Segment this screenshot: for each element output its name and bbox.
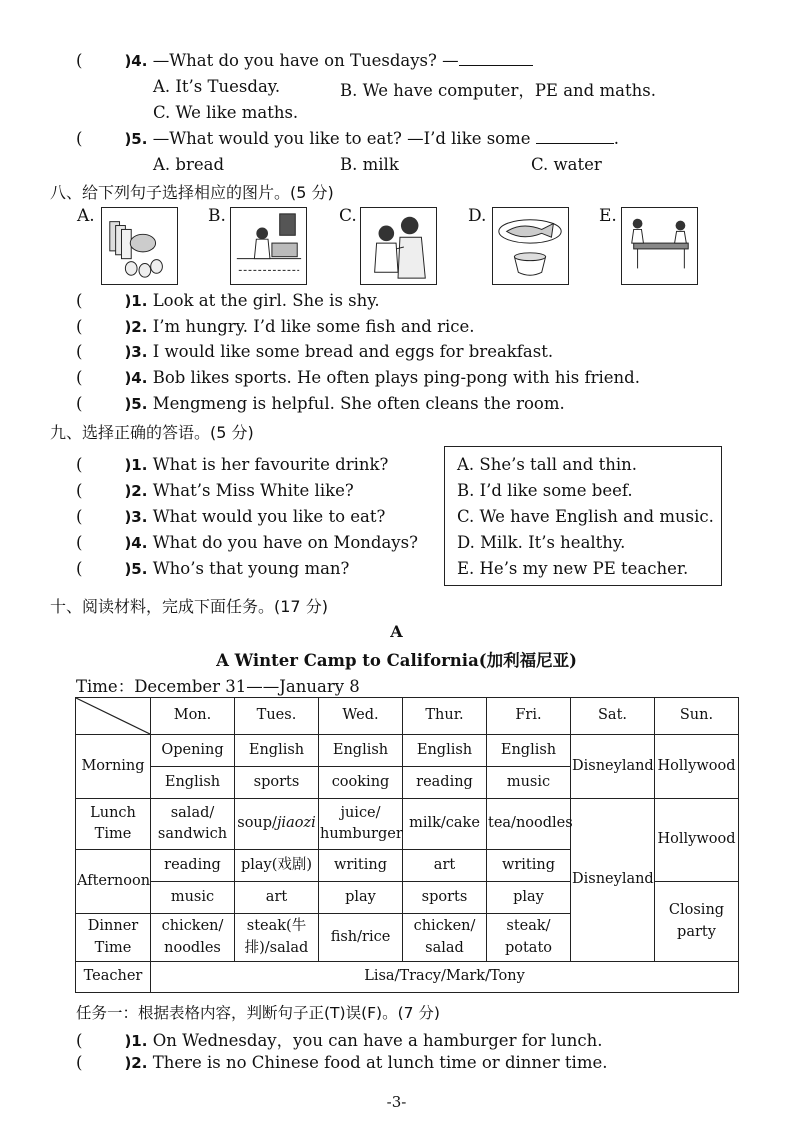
section-9-title: 九、选择正确的答语。(5 分) [50, 423, 254, 442]
table-cell: Hollywood [655, 799, 739, 882]
item-number: )5. [124, 130, 148, 148]
q7-option-b: B. We have computer，PE and maths. [340, 81, 656, 100]
q7-option-c: C. We like maths. [153, 103, 299, 122]
q9-item5 [76, 559, 349, 578]
answer-option-d: D. Milk. It’s healthy. [457, 533, 626, 552]
item-number: )3. [124, 508, 148, 526]
q8-item4 [76, 368, 640, 387]
table-cell: Disneyland [571, 735, 655, 799]
answer-paren[interactable]: ( [76, 559, 83, 578]
question-text: I would like some bread and eggs for breakfast. [152, 342, 554, 361]
item-number: )2. [124, 1054, 148, 1072]
question-text: Look at the girl. She is shy. [152, 291, 380, 310]
table-cell: chicken/ salad [403, 914, 487, 962]
answer-paren[interactable]: ( [76, 291, 83, 310]
picture-label-e: E. [599, 206, 617, 226]
item-number: )1. [124, 1032, 148, 1050]
q8-item5 [76, 394, 565, 413]
table-row [76, 962, 739, 993]
table-cell [235, 799, 319, 850]
table-cell: salad/ sandwich [151, 799, 235, 850]
answer-paren[interactable]: ( [76, 507, 83, 526]
item-number: )2. [124, 318, 148, 336]
table-cell: writing [319, 850, 403, 882]
answer-options-box [444, 446, 722, 586]
day-header: Mon. [151, 698, 235, 735]
bread-eggs-image [101, 207, 178, 285]
table-cell: juice/ humburger [319, 799, 403, 850]
table-cell: music [487, 767, 571, 799]
period: . [613, 129, 620, 148]
lunch-jiaozi: jiaozi [276, 815, 316, 832]
table-cell: Disneyland [571, 799, 655, 962]
table-cell: cooking [319, 767, 403, 799]
item-number: )1. [124, 456, 148, 474]
part-label: A [390, 622, 403, 641]
table-cell: tea/noodles [487, 799, 571, 850]
question-text: I’m hungry. I’d like some fish and rice. [152, 317, 475, 336]
item-number: )1. [124, 292, 148, 310]
page-number: -3- [386, 1093, 407, 1111]
two-girls-image [360, 207, 437, 285]
fish-rice-image [492, 207, 569, 285]
table-cell: play [319, 882, 403, 914]
answer-blank[interactable] [536, 143, 614, 144]
corner-cell [76, 698, 151, 735]
task-1-title: 任务一：根据表格内容，判断句子正(T)误(F)。(7 分) [76, 1004, 440, 1022]
question-text: On Wednesday，you can have a hamburger for lunch. [152, 1031, 603, 1050]
question-text: —What do you have on Tuesdays? — [152, 51, 459, 70]
ping-pong-image [621, 207, 698, 285]
section-10-title: 十、阅读材料，完成下面任务。(17 分) [50, 597, 328, 616]
table-cell: reading [403, 767, 487, 799]
table-cell: steak(牛排)/salad [235, 914, 319, 962]
question-text: Who’s that young man? [152, 559, 350, 578]
q9-item3 [76, 507, 385, 526]
q7-option-c: C. water [531, 155, 602, 174]
q9-item1 [76, 455, 388, 474]
q10-item2 [76, 1053, 608, 1072]
table-cell: steak/ potato [487, 914, 571, 962]
q7-option-a: A. bread [153, 155, 225, 174]
table-cell: art [403, 850, 487, 882]
day-header: Sun. [655, 698, 739, 735]
q8-item2 [76, 317, 475, 336]
table-cell: sports [235, 767, 319, 799]
table-cell: Closing party [655, 882, 739, 962]
table-cell: milk/cake [403, 799, 487, 850]
table-cell: Opening [151, 735, 235, 767]
row-label-teacher: Teacher [76, 962, 151, 993]
q8-item1 [76, 291, 380, 310]
q9-item2 [76, 481, 354, 500]
answer-option-b: B. I’d like some beef. [457, 481, 633, 500]
answer-option-e: E. He’s my new PE teacher. [457, 559, 689, 578]
item-number: )4. [124, 52, 148, 70]
table-row [76, 799, 739, 850]
table-cell: play [487, 882, 571, 914]
row-label-dinner: Dinner Time [76, 914, 151, 962]
table-cell: English [235, 735, 319, 767]
table-cell: music [151, 882, 235, 914]
table-cell: fish/rice [319, 914, 403, 962]
question-text: Bob likes sports. He often plays ping-pong with his friend. [152, 368, 640, 387]
item-number: )5. [124, 395, 148, 413]
q9-item4 [76, 533, 418, 552]
answer-paren[interactable]: ( [76, 1031, 83, 1050]
q7-option-a: A. It’s Tuesday. [153, 77, 281, 96]
answer-paren[interactable]: ( [76, 394, 83, 413]
row-label-lunch: Lunch Time [76, 799, 151, 850]
item-number: )5. [124, 560, 148, 578]
lunch-soup: soup/ [237, 815, 277, 832]
item-number: )4. [124, 369, 148, 387]
picture-label-b: B. [208, 206, 226, 226]
question-text: What do you have on Mondays? [152, 533, 418, 552]
table-cell: chicken/ noodles [151, 914, 235, 962]
question-text: —What would you like to eat? —I’d like some [152, 129, 531, 148]
table-cell: art [235, 882, 319, 914]
table-cell: English [403, 735, 487, 767]
question-text: What’s Miss White like? [152, 481, 354, 500]
day-header: Wed. [319, 698, 403, 735]
table-cell: English [151, 767, 235, 799]
answer-paren[interactable]: ( [76, 533, 83, 552]
q7-option-b: B. milk [340, 155, 399, 174]
answer-paren[interactable]: ( [76, 342, 83, 361]
answer-option-a: A. She’s tall and thin. [457, 455, 638, 474]
q7-item5 [76, 129, 619, 148]
day-header: Thur. [403, 698, 487, 735]
camp-time: Time：December 31——January 8 [76, 677, 360, 696]
answer-paren[interactable]: ( [76, 481, 83, 500]
question-text: Mengmeng is helpful. She often cleans the room. [152, 394, 565, 413]
answer-paren[interactable]: ( [76, 1053, 83, 1072]
answer-paren[interactable]: ( [76, 317, 83, 336]
table-cell: Hollywood [655, 735, 739, 799]
answer-paren[interactable]: ( [76, 129, 83, 148]
answer-blank[interactable] [459, 65, 533, 66]
q10-item1 [76, 1027, 603, 1051]
row-label-afternoon: Afternoon [76, 850, 151, 914]
table-row [76, 698, 739, 735]
table-cell: writing [487, 850, 571, 882]
day-header: Tues. [235, 698, 319, 735]
row-label-morning: Morning [76, 735, 151, 799]
table-cell: sports [403, 882, 487, 914]
question-text: What is her favourite drink? [152, 455, 389, 474]
answer-option-c: C. We have English and music. [457, 507, 714, 526]
answer-paren[interactable]: ( [76, 51, 83, 70]
day-header: Fri. [487, 698, 571, 735]
picture-label-a: A. [77, 206, 95, 226]
table-cell: English [487, 735, 571, 767]
question-text: There is no Chinese food at lunch time or dinner time. [152, 1053, 608, 1072]
section-8-title: 八、给下列句子选择相应的图片。(5 分) [50, 183, 334, 202]
picture-label-c: C. [339, 206, 357, 226]
answer-paren[interactable]: ( [76, 368, 83, 387]
table-cell: Lisa/Tracy/Mark/Tony [151, 962, 739, 993]
question-text: What would you like to eat? [152, 507, 386, 526]
table-cell: English [319, 735, 403, 767]
answer-paren[interactable]: ( [76, 455, 83, 474]
q7-item4 [76, 51, 533, 70]
camp-schedule-table [75, 697, 739, 993]
day-header: Sat. [571, 698, 655, 735]
table-cell: play(戏剧) [235, 850, 319, 882]
item-number: )4. [124, 534, 148, 552]
table-cell: reading [151, 850, 235, 882]
girl-cleaning-image [230, 207, 307, 285]
q8-item3 [76, 342, 553, 361]
picture-label-d: D. [468, 206, 487, 226]
table-row [76, 735, 739, 767]
reading-heading: A Winter Camp to California(加利福尼亚) [216, 651, 577, 670]
item-number: )3. [124, 343, 148, 361]
item-number: )2. [124, 482, 148, 500]
